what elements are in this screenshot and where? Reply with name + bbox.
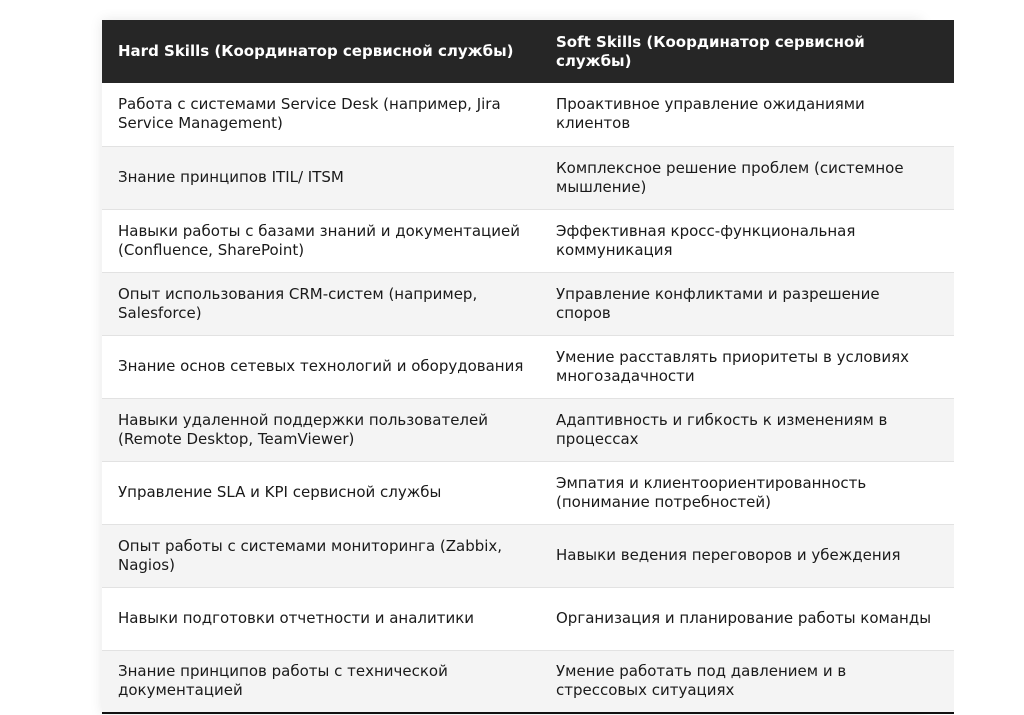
hard-skill-cell: Опыт использования CRM-систем (например, Salesforce) [118,284,478,322]
table-row [102,83,954,146]
header-soft-skills: Soft Skills (Координатор сервисной службы) [556,32,865,70]
table-row [102,524,954,587]
table-row [102,272,954,335]
table-row [102,650,954,713]
hard-skill-cell: Навыки подготовки отчетности и аналитики [118,609,475,627]
soft-skill-cell: Организация и планирование работы команды [556,609,932,627]
soft-skill-cell: Умение расставлять приоритеты в условиях многозадачности [556,347,909,385]
soft-skill-cell: Адаптивность и гибкость к изменениям в процессах [556,410,888,448]
table-body [102,83,954,713]
soft-skill-cell: Эффективная кросс-функциональная коммуникация [556,221,856,259]
skills-table [102,20,954,714]
soft-skill-cell: Комплексное решение проблем (системное мышление) [556,158,904,196]
header-row [102,20,954,83]
header-hard-skills: Hard Skills (Координатор сервисной службы) [118,42,514,60]
table-row [102,335,954,398]
table-row [102,587,954,650]
hard-skill-cell: Работа с системами Service Desk (например, Jira Service Management) [118,95,501,133]
hard-skill-cell: Опыт работы с системами мониторинга (Zabbix, Nagios) [118,536,503,574]
hard-skill-cell: Навыки удаленной поддержки пользователей (Remote Desktop, TeamViewer) [118,410,488,448]
soft-skill-cell: Проактивное управление ожиданиями клиентов [556,95,865,133]
soft-skill-cell: Навыки ведения переговоров и убеждения [556,546,901,564]
hard-skill-cell: Управление SLA и KPI сервисной службы [118,483,442,501]
hard-skill-cell: Знание принципов работы с технической документацией [118,662,448,700]
table-row [102,398,954,461]
table-row [102,146,954,209]
table-row [102,461,954,524]
soft-skill-cell: Эмпатия и клиентоориентированность (понимание потребностей) [556,473,867,511]
skills-table-container [102,20,932,714]
table-row [102,209,954,272]
soft-skill-cell: Управление конфликтами и разрешение споров [556,284,880,322]
hard-skill-cell: Знание принципов ITIL/ ITSM [118,168,344,186]
table-header [102,20,954,83]
hard-skill-cell: Навыки работы с базами знаний и документацией (Confluence, SharePoint) [118,221,520,259]
hard-skill-cell: Знание основ сетевых технологий и оборудования [118,357,524,375]
soft-skill-cell: Умение работать под давлением и в стрессовых ситуациях [556,662,847,700]
